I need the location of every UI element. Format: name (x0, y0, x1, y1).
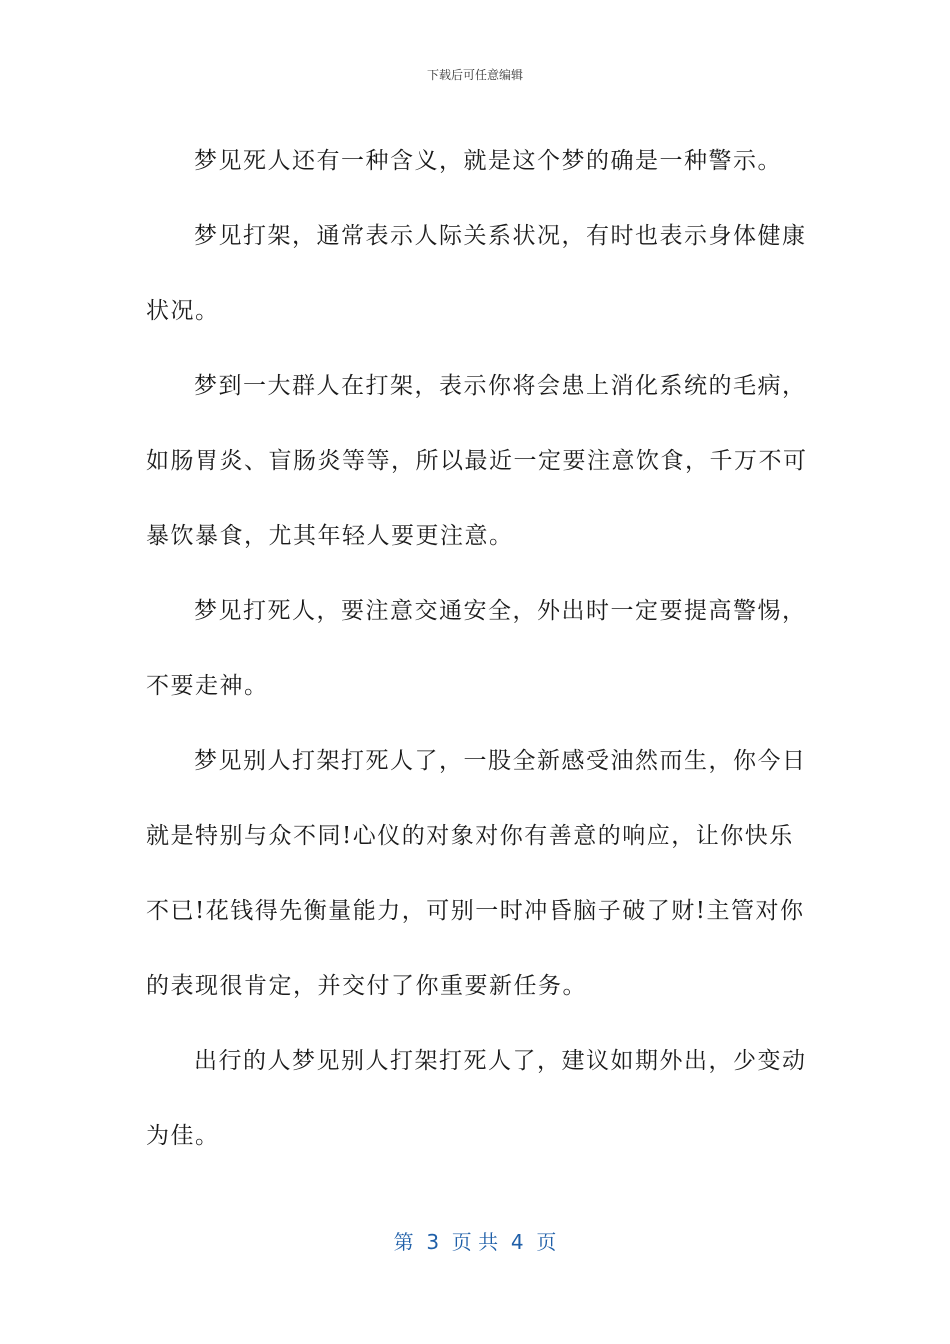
paragraph: 梦见打死人，要注意交通安全，外出时一定要提高警惕，不要走神。 (146, 598, 807, 699)
paragraph: 梦到一大群人在打架，表示你将会患上消化系统的毛病，如肠胃炎、盲肠炎等等，所以最近一定要注意饮食，千万不可暴饮暴食，尤其年轻人要更注意。 (146, 373, 808, 549)
paragraph: 梦见别人打架打死人了，一股全新感受油然而生，你今日就是特别与众不同!心仪的对象对你有善意的响应，让你快乐不已!花钱得先衡量能力，可别一时冲昏脑子破了财!主管对你的表现很肯定，并交付了你重要新任务。 (146, 748, 807, 999)
paragraph: 出行的人梦见别人打架打死人了，建议如期外出，少变动为佳。 (146, 1048, 807, 1149)
paragraph: 梦见死人还有一种含义，就是这个梦的确是一种警示。 (194, 148, 782, 174)
page-number-footer: 第 3 页 共 4 页 (393, 1230, 557, 1254)
document-body (146, 124, 816, 1174)
page-header: 下载后可任意编辑 (426, 68, 523, 82)
paragraph: 梦见打架，通常表示人际关系状况，有时也表示身体健康状况。 (146, 223, 807, 324)
